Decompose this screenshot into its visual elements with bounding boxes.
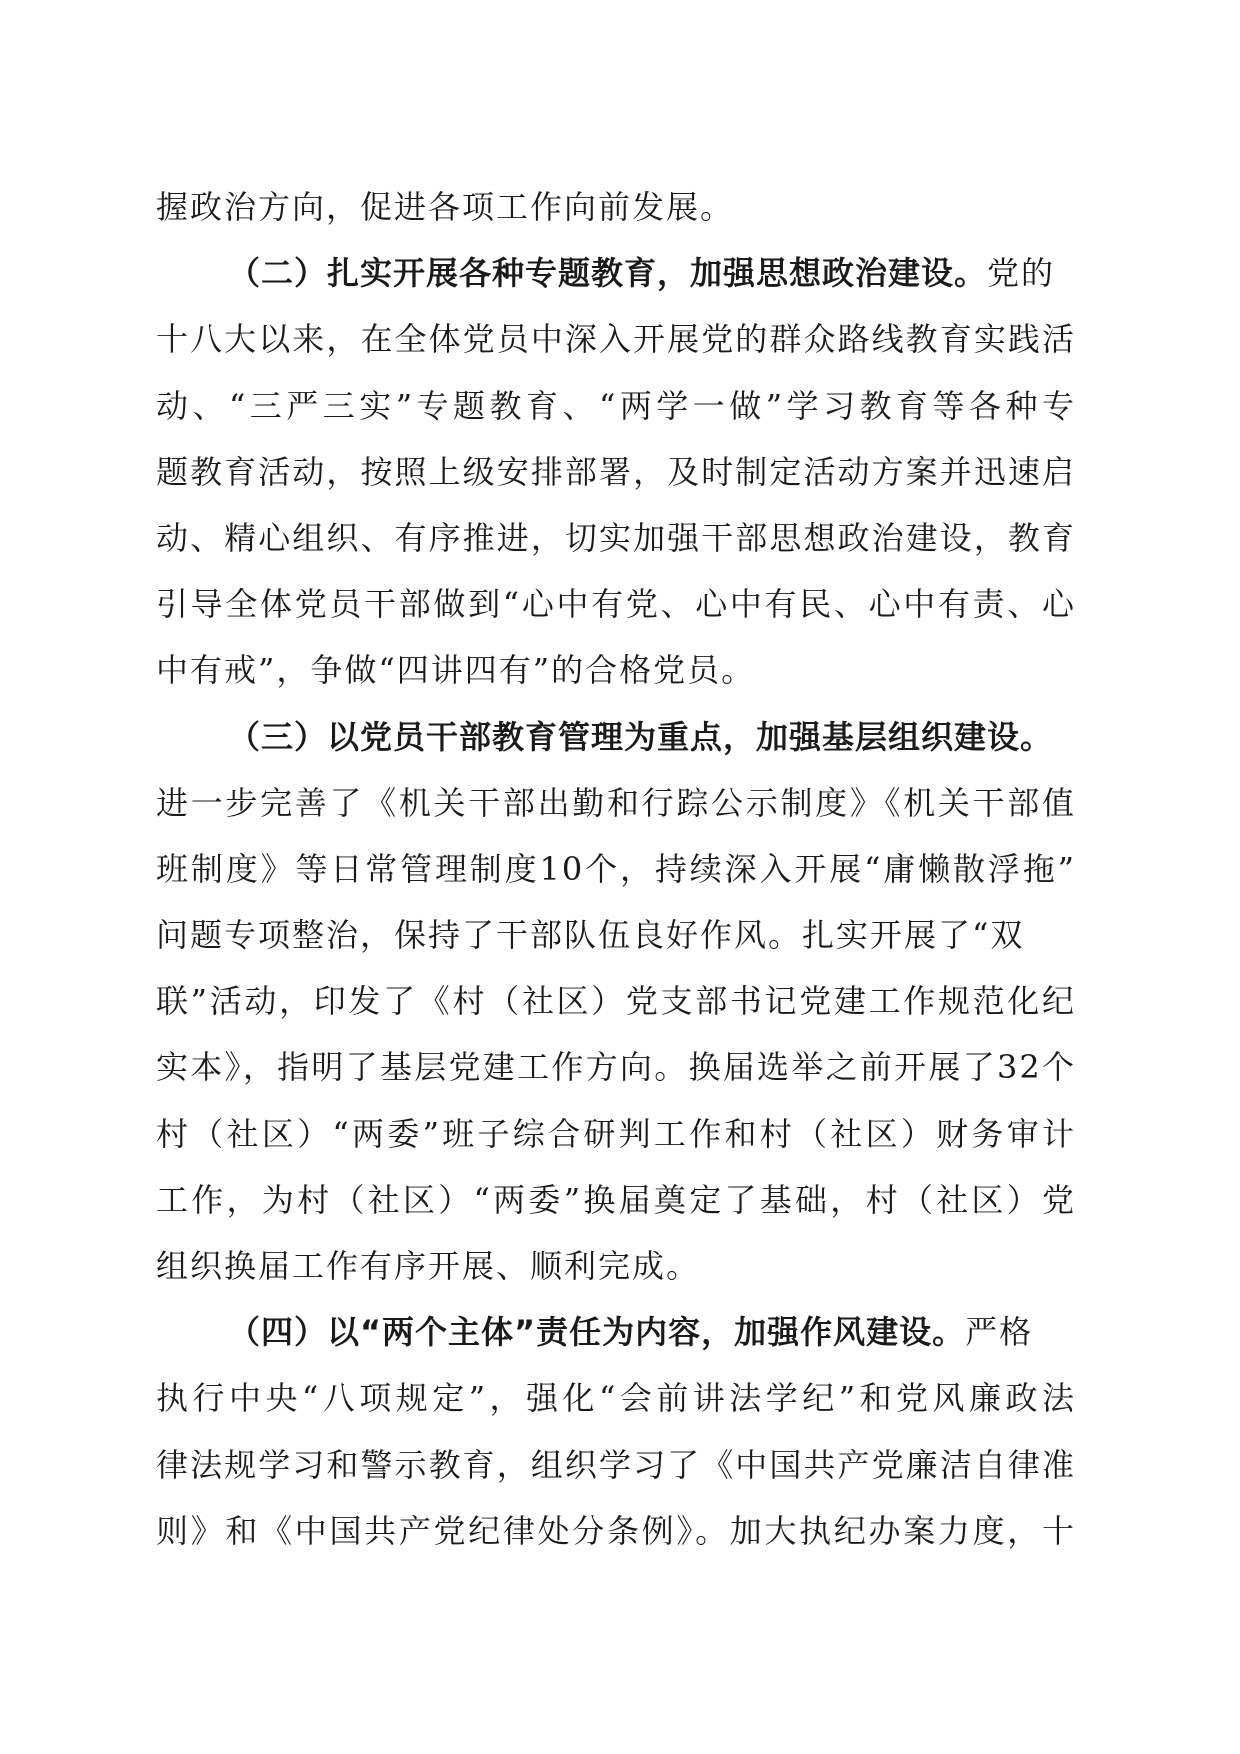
section-heading-line [156, 1299, 1076, 1365]
line-text: 村（社区）“两委”班子综合研判工作和村（社区）财务审计 [156, 1114, 1076, 1153]
line-text: 动、精心组织、有序推进，切实加强干部思想政治建设，教育 [156, 518, 1076, 557]
text-line [156, 1233, 1076, 1299]
line-text: 动、“三严三实”专题教育、“两学一做”学习教育等各种专 [156, 386, 1076, 425]
line-text: 执行中央“八项规定”，强化“会前讲法学纪”和党风廉政法 [156, 1379, 1076, 1418]
line-text: 十八大以来，在全体党员中深入开展党的群众路线教育实践活 [156, 320, 1076, 359]
text-line [156, 1432, 1076, 1498]
text-line [156, 902, 1076, 968]
text-line [156, 637, 1076, 703]
text-line [156, 306, 1076, 372]
text-line [156, 1498, 1076, 1564]
text-line [156, 1101, 1076, 1167]
text-line [156, 505, 1076, 571]
line-text: 律法规学习和警示教育，组织学习了《中国共产党廉洁自律准 [156, 1445, 1076, 1484]
section-heading: （四）以“两个主体”责任为内容，加强作风建设。 [228, 1313, 966, 1352]
body-text [156, 174, 1076, 1564]
line-text: 则》和《中国共产党纪律处分条例》。加大执纪办案力度，十 [156, 1511, 1076, 1550]
text-line [156, 836, 1076, 902]
line-text: 题教育活动，按照上级安排部署，及时制定活动方案并迅速启 [156, 452, 1076, 491]
text-line [156, 439, 1076, 505]
line-text: 党的 [987, 254, 1056, 293]
line-text: 中有戒”，争做“四讲四有”的合格党员。 [156, 651, 756, 690]
line-text: 工作，为村（社区）“两委”换届奠定了基础，村（社区）党 [156, 1180, 1076, 1219]
line-text: 联”活动，印发了《村（社区）党支部书记党建工作规范化纪 [156, 982, 1076, 1021]
text-line [156, 1034, 1076, 1100]
line-text: 严格 [965, 1313, 1034, 1352]
text-line [156, 373, 1076, 439]
text-line [156, 770, 1076, 836]
line-text: 握政治方向，促进各项工作向前发展。 [156, 188, 735, 226]
text-line [156, 571, 1076, 637]
line-text: 问题专项整治，保持了干部队伍良好作风。扎实开展了“双 [156, 916, 1025, 955]
line-text: 引导全体党员干部做到“心中有党、心中有民、心中有责、心 [156, 585, 1076, 624]
section-heading: （三）以党员干部教育管理为重点，加强基层组织建设。 [228, 717, 1054, 756]
line-text: 班制度》等日常管理制度10个，持续深入开展“庸懒散浮拖” [156, 849, 1076, 888]
text-line [156, 174, 1076, 240]
section-heading-line [156, 704, 1076, 770]
text-line [156, 1167, 1076, 1233]
text-line [156, 968, 1076, 1034]
line-text: 组织换届工作有序开展、顺利完成。 [156, 1247, 701, 1285]
text-line [156, 1365, 1076, 1431]
line-text: 实本》，指明了基层党建工作方向。换届选举之前开展了32个 [156, 1048, 1076, 1087]
section-heading: （二）扎实开展各种专题教育，加强思想政治建设。 [228, 254, 988, 293]
line-text: 进一步完善了《机关干部出勤和行踪公示制度》《机关干部值 [156, 783, 1076, 822]
section-heading-line [156, 240, 1076, 306]
